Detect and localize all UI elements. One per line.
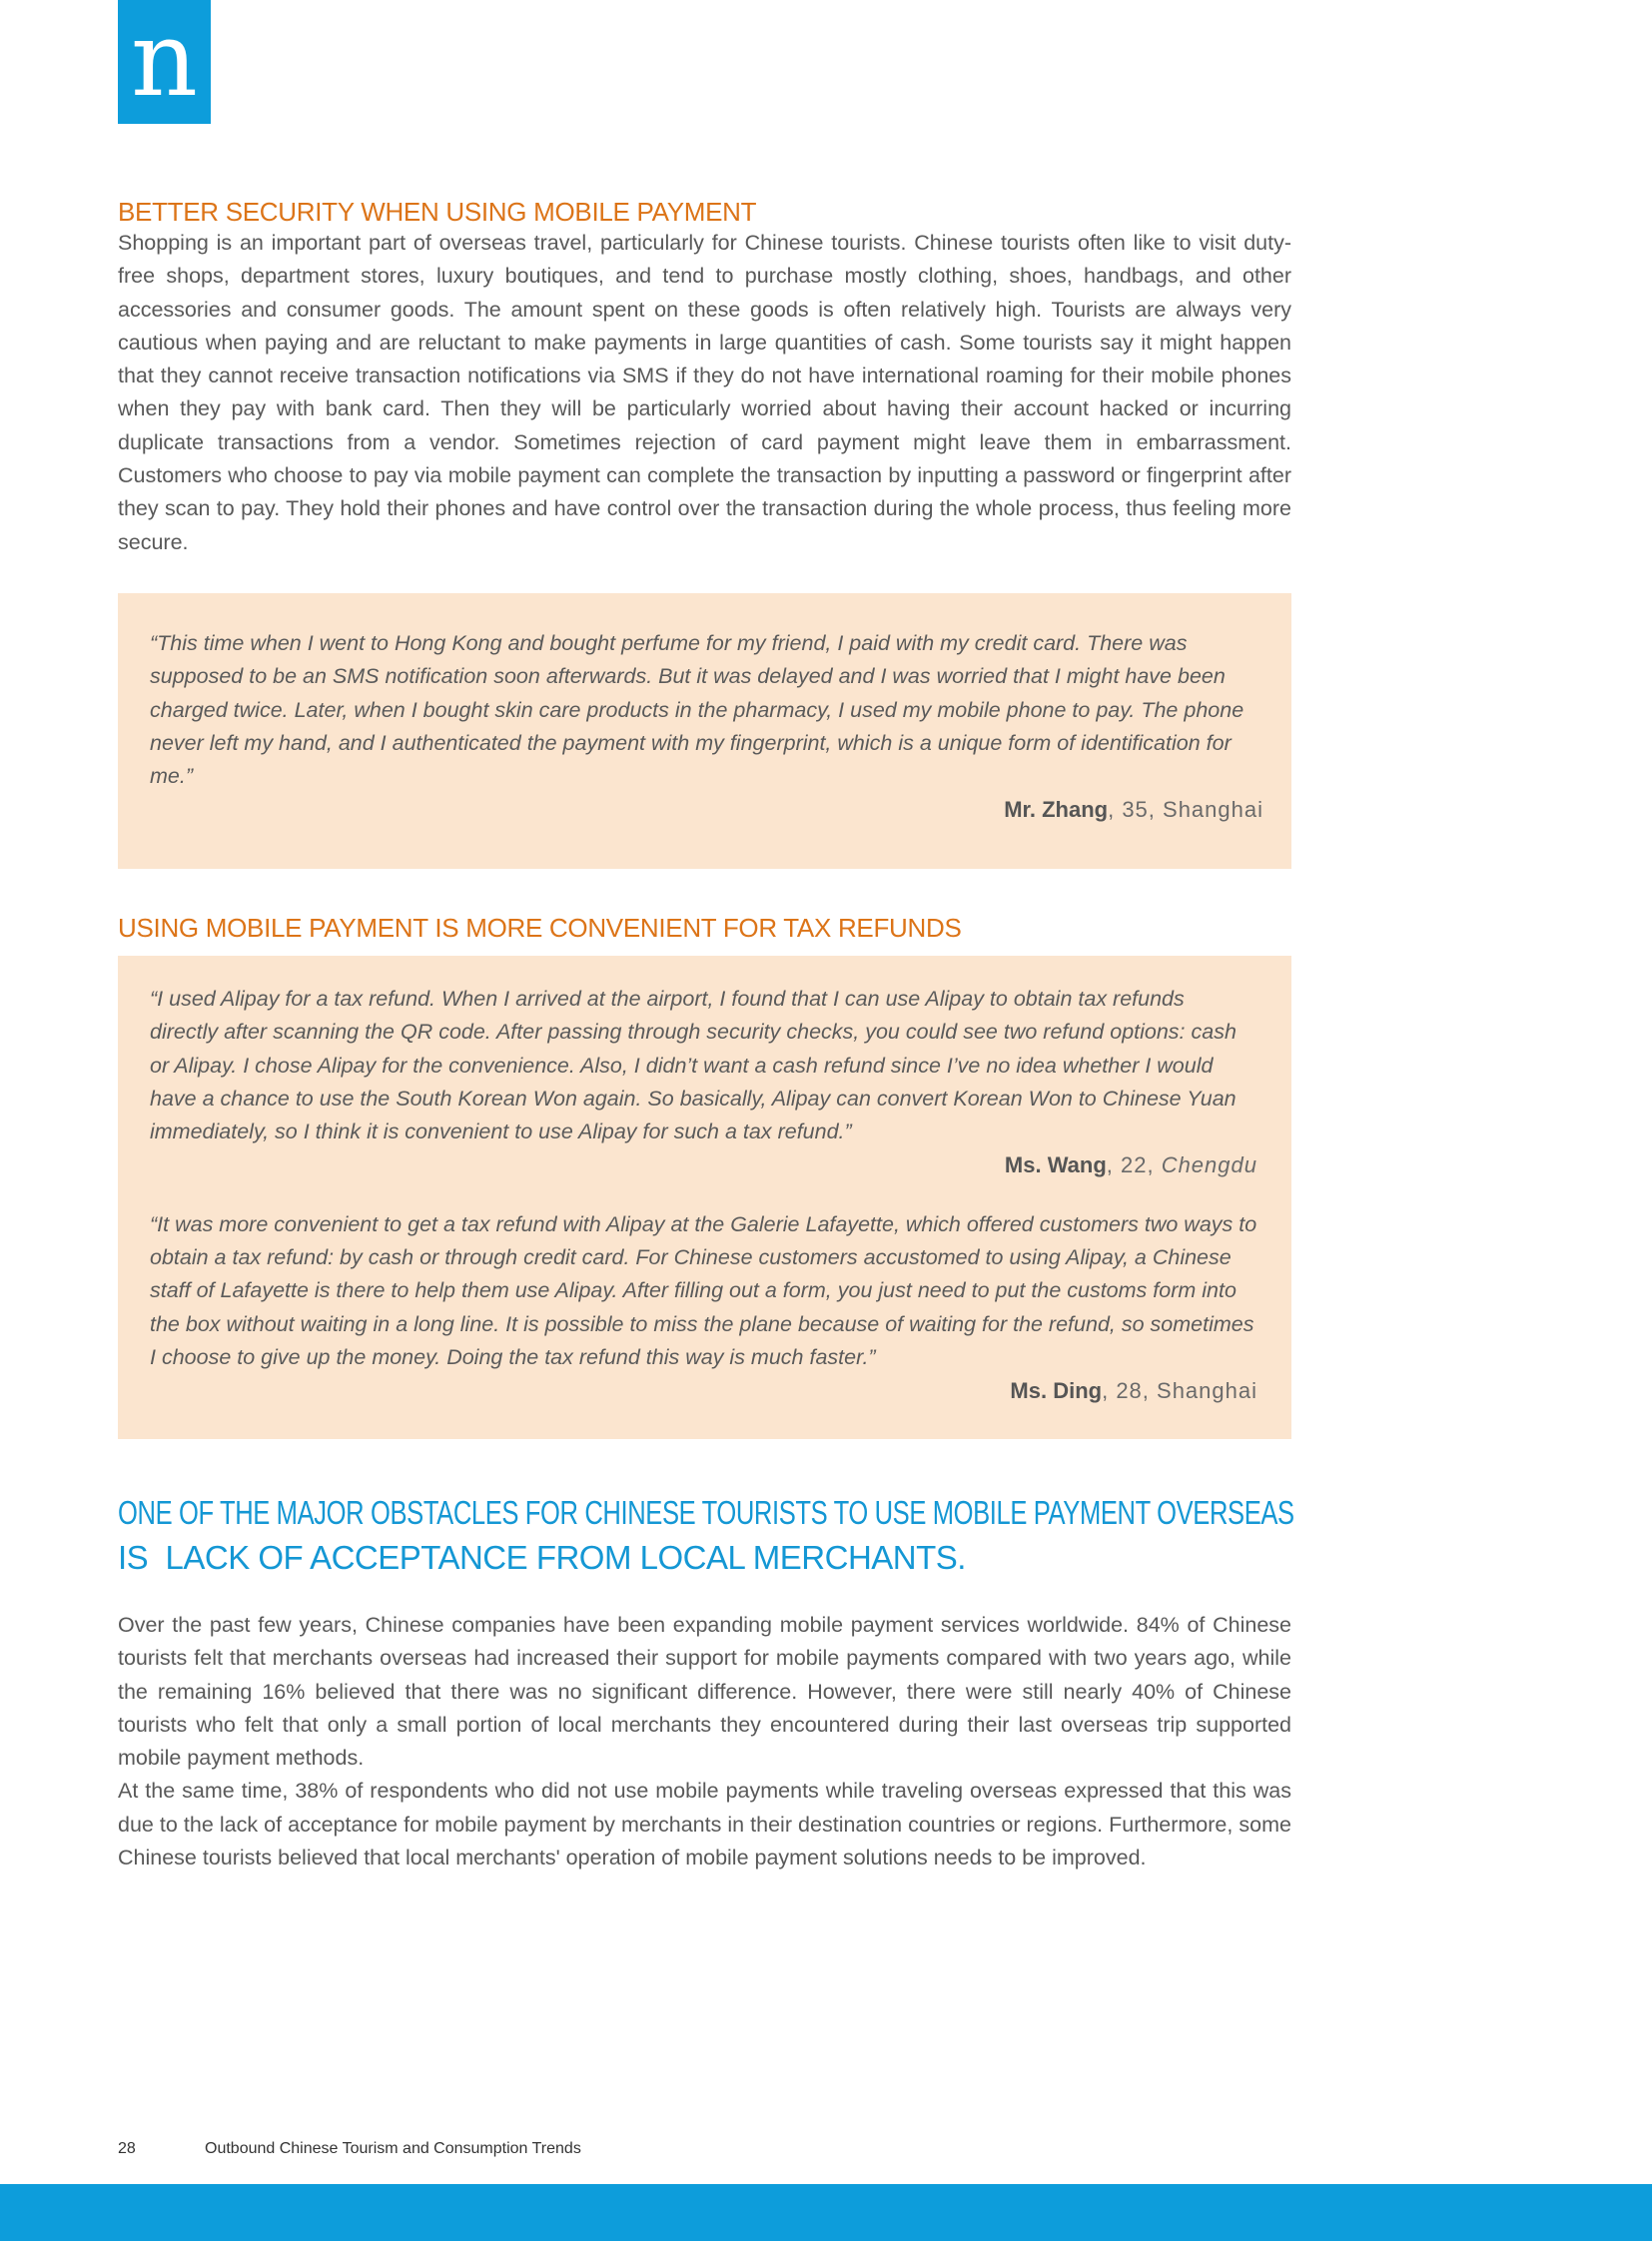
quote-ding-attribution [150,1374,1257,1407]
quote-wang-age: , 22, [1106,1152,1162,1178]
quote-ding-details: , 28, Shanghai [1102,1378,1257,1404]
obstacles-paragraph-1: Over the past few years, Chinese companies have been expanding mobile payment services worldwide. 84% of Chinese tourists felt that merchants overseas had increased their support for mobile payments compared with two years ago, while the remaining 16% believed that there was no significant difference. However, there were still nearly 40% of Chinese tourists who felt that only a small portion of local merchants they encountered during their last overseas trip supported mobile payment methods. [118,1613,1291,1771]
footer-color-bar [0,2184,1652,2241]
quote-box-tax-refunds [118,956,1291,1439]
obstacles-heading-line-1: ONE OF THE MAJOR OBSTACLES FOR CHINESE TOURISTS TO USE MOBILE PAYMENT OVERSEAS [118,1494,1294,1531]
section-heading-tax-refunds: USING MOBILE PAYMENT IS MORE CONVENIENT FOR TAX REFUNDS [118,913,962,943]
quote-box-security [118,593,1291,869]
footer-document-title: Outbound Chinese Tourism and Consumption Trends [205,2140,581,2157]
obstacles-heading [118,1490,1296,1580]
security-body-paragraph: Shopping is an important part of overseas travel, particularly for Chinese tourists. Chinese tourists often like to visit duty-free shops, department stores, luxury boutiques, and tend to purchase mostly clothing, shoes, handbags, and other accessories and consumer goods. The amount spent on these goods is often relatively high. Tourists are always very cautious when paying and are reluctant to make payments in large quantities of cash. Some tourists say it might happen that they cannot receive transaction notifications via SMS if they do not have international roaming for their mobile phones when they pay with bank card. Then they will be particularly worried about having their account hacked or incurring duplicate transactions from a vendor. Sometimes rejection of card payment might leave them in embarrassment. Customers who choose to pay via mobile payment can complete the transaction by inputting a password or fingerprint after they scan to pay. They hold their phones and have control over the transaction during the whole process, thus feeling more secure. [118,231,1291,554]
quote-ding-text: “It was more convenient to get a tax refund with Alipay at the Galerie Lafayette, which offered customers two ways to obtain a tax refund: by cash or through credit card. For Chinese customers accustomed to using Alipay, a Chinese staff of Lafayette is there to help them use Alipay. After filling out a form, you just need to put the customs form into the box without waiting in a long line. It is possible to miss the plane because of waiting for the refund, so sometimes I choose to give up the money. Doing the tax refund this way is much faster.” [150,1211,1257,1369]
obstacles-body [118,1609,1291,1874]
quote-ding-name: Ms. Ding [1010,1378,1103,1404]
nielsen-logo [118,0,211,124]
quote-zhang-attribution [150,793,1263,826]
quote-wang-name: Ms. Wang [1004,1152,1107,1178]
quote-zhang-name: Mr. Zhang [1004,797,1109,823]
logo-letter: n [131,0,198,120]
footer-page-number: 28 [118,2140,136,2157]
obstacles-heading-line-2: IS LACK OF ACCEPTANCE FROM LOCAL MERCHANTS. [118,1539,966,1576]
quote-wang-attribution [150,1148,1257,1181]
quote-wang-text: “I used Alipay for a tax refund. When I arrived at the airport, I found that I can use Alipay to obtain tax refunds directly after scanning the QR code. After passing through security checks, you could see two refund options: cash or Alipay. I chose Alipay for the convenience. Also, I didn’t want a cash refund since I’ve no idea whether I would have a chance to use the South Korean Won again. So basically, Alipay can convert Korean Won to Chinese Yuan immediately, so I think it is convenient to use Alipay for such a tax refund.” [150,987,1237,1144]
section-heading-security: BETTER SECURITY WHEN USING MOBILE PAYMENT [118,197,757,227]
obstacles-paragraph-2: At the same time, 38% of respondents who did not use mobile payments while traveling overseas expressed that this was due to the lack of acceptance for mobile payment by merchants in their destination countries or regions. Furthermore, some Chinese tourists believed that local merchants' operation of mobile payment solutions needs to be improved. [118,1779,1291,1870]
quote-zhang-text: “This time when I went to Hong Kong and bought perfume for my friend, I paid with my credit card. There was supposed to be an SMS notification soon afterwards. But it was delayed and I was worried that I might have been charged twice. Later, when I bought skin care products in the pharmacy, I used my mobile phone to pay. The phone never left my hand, and I authenticated the payment with my fingerprint, which is a unique form of identification for me.” [150,631,1244,789]
quote-wang-city: Chengdu [1161,1152,1257,1178]
quote-zhang-details: , 35, Shanghai [1108,797,1263,823]
